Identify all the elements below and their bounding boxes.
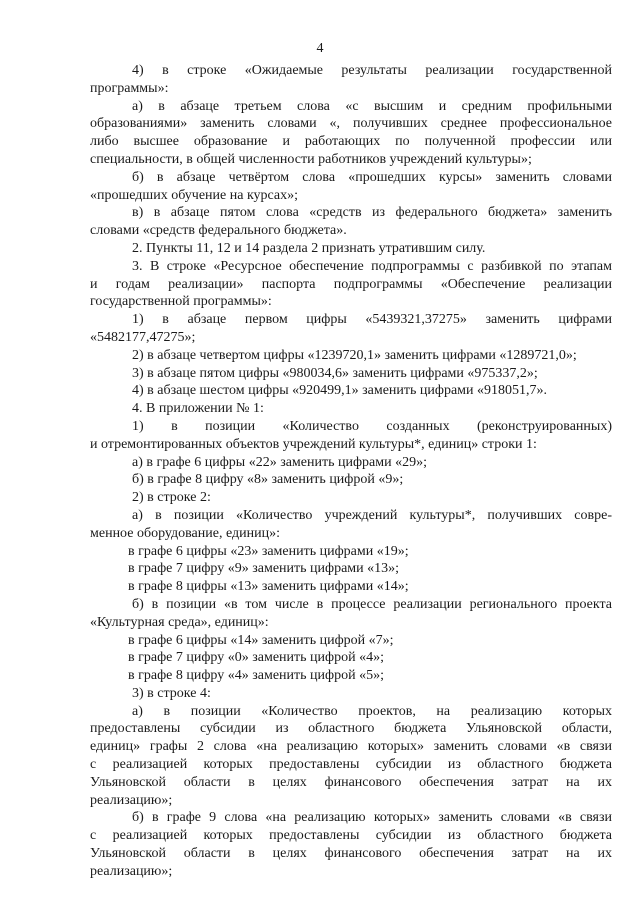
text-line: в графе 7 цифру «0» заменить цифрой «4»; bbox=[128, 650, 384, 666]
text-line: б) в абзаце четвёртом слова «прошедших курсы» заменить словами bbox=[132, 169, 612, 185]
text-line: государственной программы»: bbox=[90, 294, 272, 310]
text-line: в графе 8 цифры «13» заменить цифрами «14»; bbox=[128, 579, 409, 595]
text-line: в) в абзаце пятом слова «средств из федерального бюджета» заменить bbox=[132, 205, 612, 221]
text-line: а) в абзаце третьем слова «с высшим и средним профильными bbox=[132, 98, 612, 114]
text-line: 3) в абзаце пятом цифры «980034,6» заменить цифрами «975337,2»; bbox=[132, 365, 538, 381]
text-line: 4) в строке «Ожидаемые результаты реализации государственной bbox=[132, 63, 612, 78]
text-line: 1) в позиции «Количество созданных (реконструированных) bbox=[132, 418, 612, 434]
text-line: программы»: bbox=[90, 80, 169, 96]
text-line: 2) в абзаце четвертом цифры «1239720,1» заменить цифрами «1289721,0»; bbox=[132, 347, 577, 363]
text-line: 2) в строке 2: bbox=[132, 490, 211, 506]
text-line: «прошедших обучение на курсах»; bbox=[90, 187, 299, 203]
text-line: б) в позиции «в том числе в процессе реализации регионального проекта bbox=[132, 596, 612, 612]
text-line: б) в графе 8 цифру «8» заменить цифрой «9»; bbox=[132, 472, 404, 488]
text-line: с реализацией которых предоставлены субсидии из областного бюджета bbox=[90, 757, 612, 773]
text-line: в графе 6 цифры «23» заменить цифрами «19»; bbox=[128, 543, 409, 559]
text-line: с реализацией которых предоставлены субсидии из областного бюджета bbox=[90, 828, 612, 844]
page-number: 4 bbox=[316, 41, 324, 56]
text-line: либо высшее образование и работающих по полученной профессии или bbox=[90, 134, 612, 150]
text-line: 4. В приложении № 1: bbox=[132, 401, 264, 417]
text-line: 1) в абзаце первом цифры «5439321,37275» заменить цифрами bbox=[132, 312, 612, 328]
text-line: а) в позиции «Количество учреждений культуры*, получивших совре- bbox=[132, 507, 612, 523]
text-line: а) в графе 6 цифры «22» заменить цифрами «29»; bbox=[132, 454, 428, 470]
text-line: а) в позиции «Количество проектов, на реализацию которых bbox=[132, 703, 612, 719]
text-line: б) в графе 9 слова «на реализацию которых» заменить словами «в связи bbox=[132, 810, 612, 826]
text-line: 3. В строке «Ресурсное обеспечение подпрограммы с разбивкой по этапам bbox=[132, 258, 612, 274]
text-line: Ульяновской области в целях финансового обеспечения затрат на их bbox=[90, 846, 612, 862]
text-line: Ульяновской области в целях финансового обеспечения затрат на их bbox=[90, 774, 612, 790]
text-line: реализацию»; bbox=[90, 863, 173, 879]
text-line: менное оборудование, единиц»: bbox=[90, 525, 280, 541]
text-line: образованиями» заменить словами «, получивших среднее профессиональное bbox=[90, 116, 612, 132]
text-line: в графе 6 цифры «14» заменить цифрой «7»; bbox=[128, 632, 394, 648]
text-line: и годам реализации» паспорта подпрограммы «Обеспечение реализации bbox=[90, 276, 612, 292]
text-line: в графе 8 цифру «4» заменить цифрой «5»; bbox=[128, 668, 384, 684]
text-line: «5482177,47275»; bbox=[90, 329, 196, 345]
text-line: 3) в строке 4: bbox=[132, 685, 211, 701]
text-line: словами «средств федерального бюджета». bbox=[90, 223, 347, 239]
text-line: единиц» графы 2 слова «на реализацию которых» заменить словами «в связи bbox=[90, 739, 612, 755]
text-line: предоставлены субсидии из областного бюджета Ульяновской области, bbox=[90, 721, 612, 737]
text-line: 4) в абзаце шестом цифры «920499,1» заменить цифрами «918051,7». bbox=[132, 383, 548, 399]
text-line: 2. Пункты 11, 12 и 14 раздела 2 признать утратившим силу. bbox=[132, 240, 486, 256]
text-line: «Культурная среда», единиц»: bbox=[90, 614, 269, 630]
document-body bbox=[90, 62, 612, 881]
text-line: в графе 7 цифру «9» заменить цифрами «13»; bbox=[128, 561, 400, 577]
text-line: специальности, в общей численности работников учреждений культуры»; bbox=[90, 151, 532, 167]
text-line: и отремонтированных объектов учреждений культуры*, единиц» строки 1: bbox=[90, 436, 537, 452]
text-line: реализацию»; bbox=[90, 792, 173, 808]
